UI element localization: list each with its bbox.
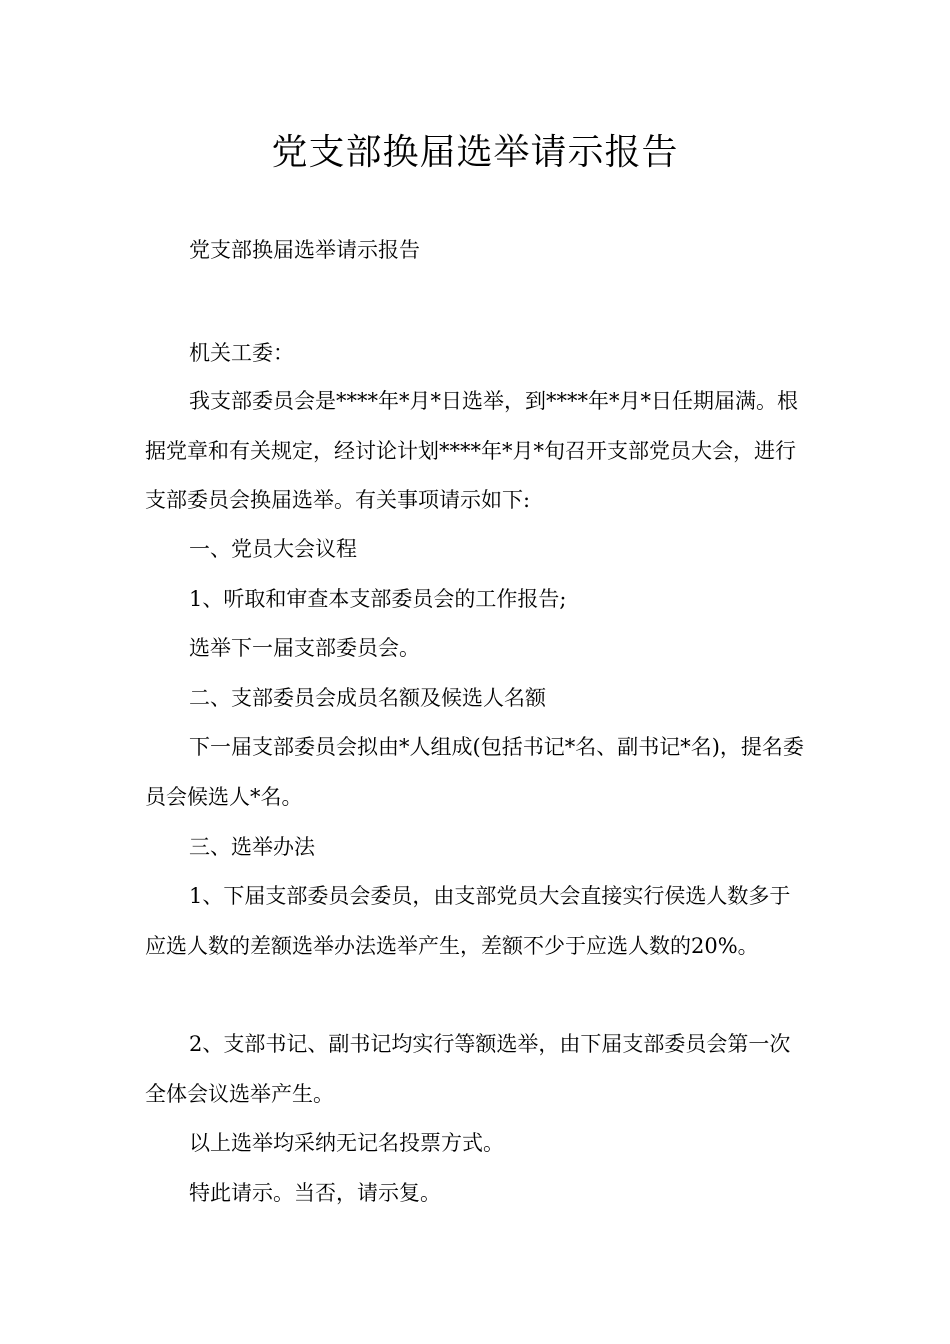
document-title: 党支部换届选举请示报告 — [271, 132, 679, 173]
paragraph: 2、支部书记、副书记均实行等额选举，由下届支部委员会第一次全体会议选举产生。 — [145, 1032, 791, 1106]
section-heading: 一、党员大会议程 — [189, 537, 357, 561]
paragraph: 以上选举均采纳无记名投票方式。 — [189, 1131, 504, 1155]
paragraph: 1、下届支部委员会委员，由支部党员大会直接实行侯选人数多于应选人数的差额选举办法选举产生，差额不少于应选人数的20%。 — [145, 884, 791, 958]
section-heading: 二、支部委员会成员名额及候选人名额 — [189, 686, 546, 710]
closing-line: 特此请示。当否，请示复。 — [189, 1181, 441, 1205]
addressee-line: 机关工委： — [189, 341, 294, 365]
paragraph: 下一届支部委员会拟由*人组成(包括书记*名、副书记*名)，提名委员会候选人*名。 — [145, 735, 804, 809]
section-heading: 三、选举办法 — [189, 835, 315, 859]
paragraph: 我支部委员会是****年*月*日选举，到****年*月*日任期届满。根据党章和有关规定，经讨论计划****年*月*旬召开支部党员大会，进行支部委员会换届选举。有关事项请示如下: — [145, 389, 798, 512]
paragraph: 选举下一届支部委员会。 — [189, 636, 420, 660]
paragraph: 1、听取和审查本支部委员会的工作报告; — [189, 587, 567, 611]
document-subtitle: 党支部换届选举请示报告 — [189, 238, 420, 262]
